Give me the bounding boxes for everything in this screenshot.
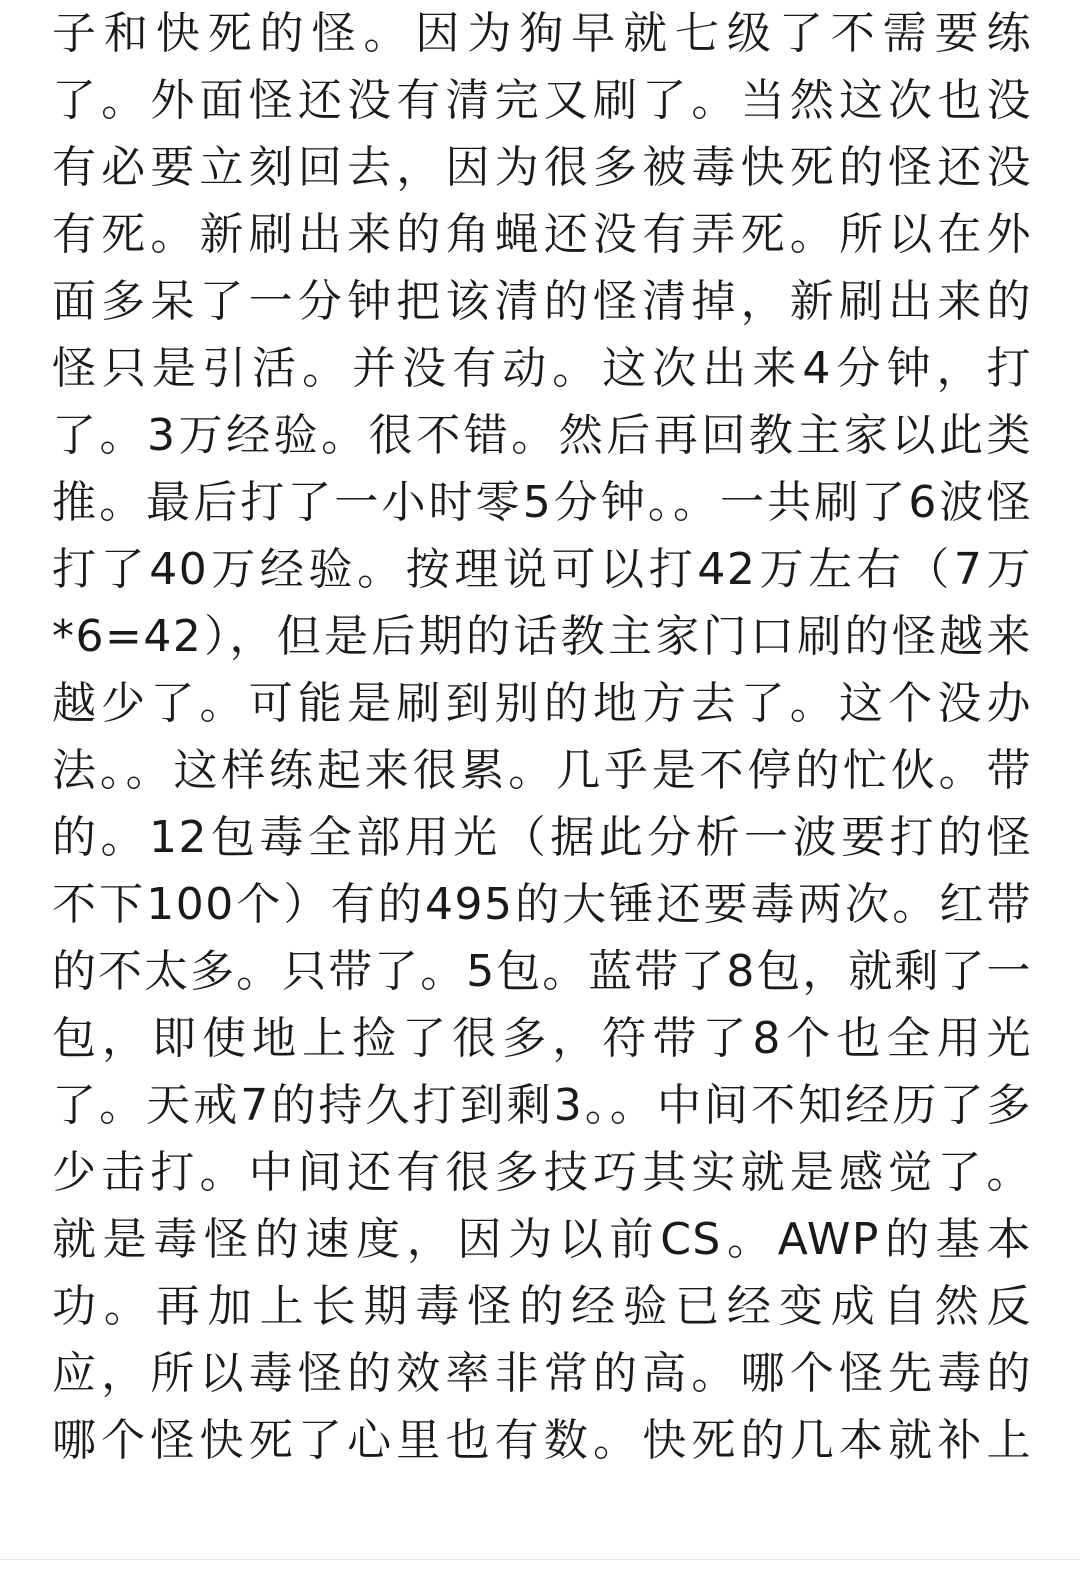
text-line: 有必要立刻回去，因为很多被毒快死的怪还没 [52,142,1032,193]
text-line: 的不太多。只带了。5包。蓝带了8包，就剩了一 [52,946,1032,997]
text-line: 的。12包毒全部用光（据此分析一波要打的怪 [52,812,1032,863]
text-line: 推。最后打了一小时零5分钟。。一共刷了6波怪 [52,477,1032,528]
text-line: 有死。新刷出来的角蝇还没有弄死。所以在外 [52,209,1032,260]
text-line: 少击打。中间还有很多技巧其实就是感觉了。 [52,1147,1032,1198]
bottom-divider [0,1559,1080,1560]
text-line: 包，即使地上捡了很多，符带了8个也全用光 [52,1013,1032,1064]
text-line: 怪只是引活。并没有动。这次出来4分钟，打 [52,343,1032,394]
text-line: *6=42），但是后期的话教主家门口刷的怪越来 [52,611,1032,662]
text-line: 法。。这样练起来很累。几乎是不停的忙伙。带 [52,745,1032,796]
text-line: 子和快死的怪。因为狗早就七级了不需要练 [52,8,1032,59]
text-line: 不下100个）有的495的大锤还要毒两次。红带 [52,879,1032,930]
text-line: 面多呆了一分钟把该清的怪清掉，新刷出来的 [52,276,1032,327]
text-line: 了。外面怪还没有清完又刷了。当然这次也没 [52,75,1032,126]
text-line: 了。3万经验。很不错。然后再回教主家以此类 [52,410,1032,461]
text-line: 越少了。可能是刷到别的地方去了。这个没办 [52,678,1032,729]
article-body [52,0,1032,1474]
text-line: 了。天戒7的持久打到剩3。。中间不知经历了多 [52,1080,1032,1131]
text-line: 打了40万经验。按理说可以打42万左右（7万 [52,544,1032,595]
text-line: 就是毒怪的速度，因为以前CS。AWP的基本 [52,1214,1032,1265]
text-line: 哪个怪快死了心里也有数。快死的几本就补上 [52,1415,1032,1466]
text-line: 应，所以毒怪的效率非常的高。哪个怪先毒的 [52,1348,1032,1399]
text-line: 功。再加上长期毒怪的经验已经变成自然反 [52,1281,1032,1332]
